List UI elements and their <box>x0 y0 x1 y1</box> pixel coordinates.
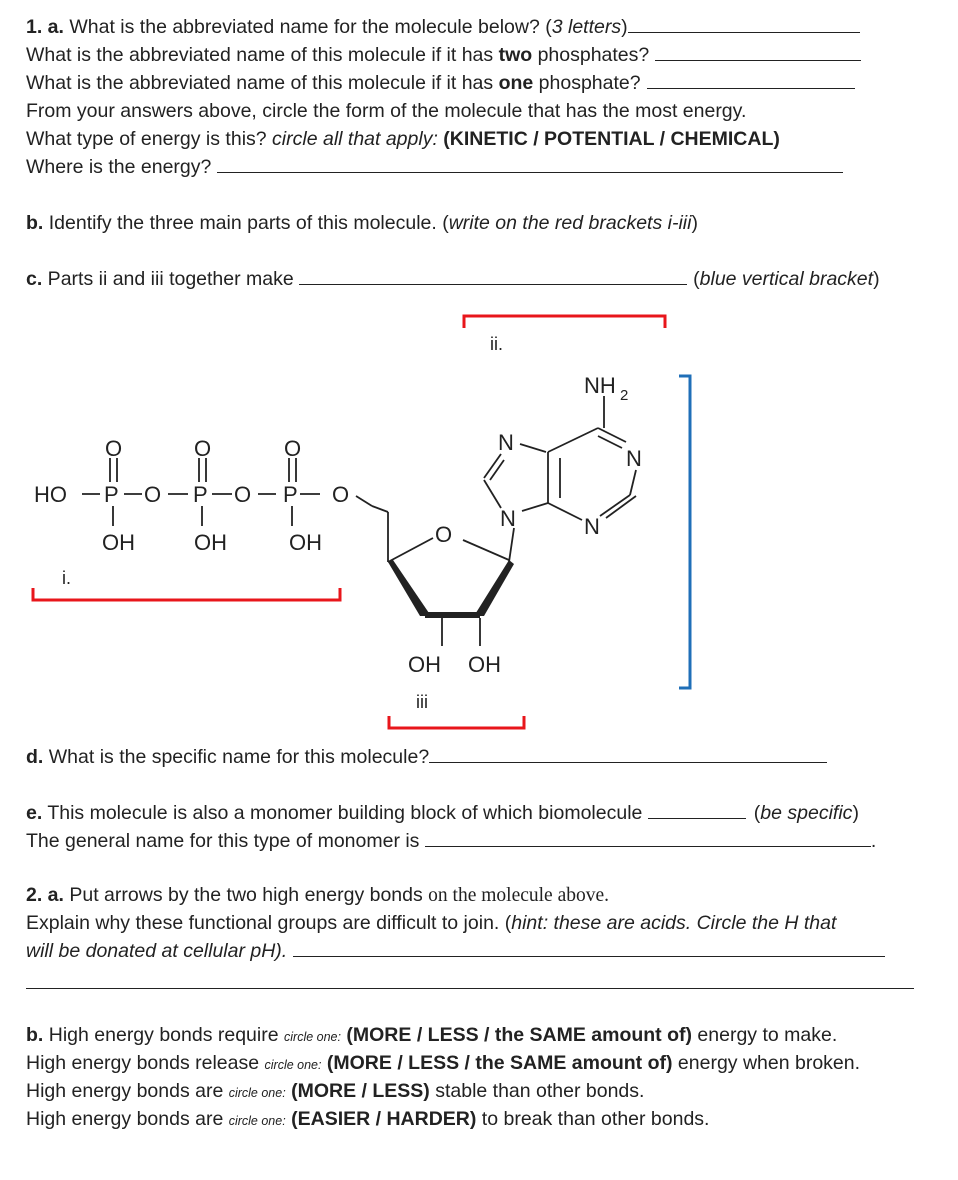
q1a3-bold: one <box>498 72 534 94</box>
bracket-ii[interactable] <box>464 316 665 328</box>
oxygen-label: O <box>144 482 162 507</box>
hydroxyl-label: OH <box>289 530 322 555</box>
bond <box>522 503 548 511</box>
q2b-number: b. <box>26 1024 44 1046</box>
q1d-line <box>26 744 827 770</box>
atp-molecule-diagram <box>0 300 958 740</box>
q2b4-text: High energy bonds are <box>26 1108 229 1130</box>
q2b3-text: High energy bonds are <box>26 1080 229 1102</box>
oxygen-label: O <box>284 436 302 461</box>
bond <box>548 428 598 452</box>
q2b-line3 <box>26 1078 644 1106</box>
label-iii: iii <box>416 692 428 712</box>
q2b4-end: to break than other bonds. <box>476 1108 710 1130</box>
bond <box>630 470 636 495</box>
bond <box>600 495 630 516</box>
bond <box>484 454 501 478</box>
answer-blank-two-phosphates[interactable] <box>655 42 861 61</box>
bond <box>520 444 546 452</box>
bond <box>372 506 388 512</box>
q2b-line4 <box>26 1106 709 1134</box>
q1a-line1 <box>26 14 860 40</box>
oxygen-label: O <box>234 482 252 507</box>
answer-blank-biomolecule[interactable] <box>648 800 746 819</box>
hydroxyl-label: OH <box>468 652 501 677</box>
q2a-text: Put arrows by the two high energy bonds <box>63 884 429 906</box>
q2b-line1 <box>26 1022 837 1050</box>
q1d-text: What is the specific name for this molecule? <box>43 746 430 768</box>
q1b-hint: write on the red brackets i-iii <box>448 212 692 234</box>
circle-one-hint: circle one: <box>228 1114 286 1128</box>
q1c-line <box>26 266 880 292</box>
amine-label: NH <box>584 373 616 398</box>
q2b3-options[interactable]: (MORE / LESS) <box>291 1080 430 1102</box>
circle-one-hint: circle one: <box>228 1086 286 1100</box>
answer-blank-parts-make[interactable] <box>299 266 687 285</box>
bond <box>484 480 501 508</box>
q1b-number: b. <box>26 212 44 234</box>
q1a3-end: phosphate? <box>533 72 641 94</box>
q1e2-text: The general name for this type of monomer is <box>26 830 425 852</box>
q2b-line2 <box>26 1050 860 1078</box>
answer-blank-specific-name[interactable] <box>429 744 827 763</box>
bond <box>490 460 504 480</box>
q1c-number: c. <box>26 268 43 290</box>
circle-one-hint: circle one: <box>264 1058 322 1072</box>
hydroxyl-label: OH <box>408 652 441 677</box>
q1a-line5 <box>26 126 780 152</box>
bond <box>509 528 514 562</box>
bond <box>388 538 433 562</box>
q2b2-end: energy when broken. <box>672 1052 861 1074</box>
q1a-number: 1. a. <box>26 16 64 38</box>
q2a-line3 <box>26 938 885 964</box>
bond <box>598 428 626 442</box>
q1e-line2: The general name for this type of monomer is . <box>26 830 877 852</box>
q2a2-hint: hint: these are acids. Circle the H that <box>511 912 837 934</box>
answer-blank-explain-continued[interactable] <box>26 988 914 989</box>
ho-label: HO <box>34 482 67 507</box>
q1e-hint: be specific <box>760 802 853 824</box>
q1b-line <box>26 210 698 236</box>
phosphorus-label: P <box>193 482 208 507</box>
q1a2-bold: two <box>498 44 533 66</box>
q1a5-hint: circle all that apply: <box>272 128 438 150</box>
circle-one-hint: circle one: <box>284 1030 341 1044</box>
hydroxyl-label: OH <box>102 530 135 555</box>
q2b1-text: High energy bonds require <box>43 1024 284 1046</box>
q2b1-end: energy to make. <box>692 1024 838 1046</box>
answer-blank-explain[interactable] <box>293 938 885 957</box>
label-i: i. <box>62 568 71 588</box>
nitrogen-label: N <box>584 514 600 539</box>
bond <box>463 540 509 560</box>
q1e-line1 <box>26 800 859 826</box>
q2a2-text: Explain why these functional groups are difficult to join. ( <box>26 912 512 934</box>
ring-oxygen-label: O <box>435 522 453 547</box>
q1c-hint-open: ( <box>693 268 700 290</box>
q2a-number: 2. a. <box>26 884 64 906</box>
answer-blank-abbrev[interactable] <box>628 14 860 33</box>
q1a5-text: What type of energy is this? <box>26 128 273 150</box>
nitrogen-label: N <box>500 506 516 531</box>
oxygen-label: O <box>105 436 123 461</box>
q2b2-options[interactable]: (MORE / LESS / the SAME amount of) <box>326 1052 673 1074</box>
q2b2-text: High energy bonds release <box>26 1052 265 1074</box>
q1e-hint-open: ( <box>753 802 761 824</box>
bracket-i[interactable] <box>33 588 340 600</box>
oxygen-label: O <box>194 436 212 461</box>
q1c-text: Parts ii and iii together make <box>42 268 300 290</box>
q1e-text: This molecule is also a monomer building block of which biomolecule <box>42 802 648 824</box>
answer-blank-monomer-name[interactable] <box>425 828 871 847</box>
amine-subscript: 2 <box>620 387 629 404</box>
q1a3-text: What is the abbreviated name of this molecule if it has <box>26 72 499 94</box>
answer-blank-one-phosphate[interactable] <box>647 70 855 89</box>
q1c-hint-close: ) <box>873 268 880 290</box>
q1b-text: Identify the three main parts of this molecule. ( <box>43 212 449 234</box>
q2a-line2 <box>26 910 836 936</box>
phosphorus-label: P <box>283 482 298 507</box>
q1b-close: ) <box>691 212 698 234</box>
q1a-line4: From your answers above, circle the form of the molecule that has the most energy. <box>26 100 747 122</box>
bond <box>356 496 372 506</box>
q1a-line2 <box>26 42 861 68</box>
q1c-hint: blue vertical bracket <box>699 268 874 290</box>
q1a-hint: 3 letters <box>551 16 622 38</box>
q1a-line3 <box>26 70 855 96</box>
q1a6-text: Where is the energy? <box>26 156 212 178</box>
q1d-number: d. <box>26 746 44 768</box>
answer-blank-where-energy[interactable] <box>217 154 843 173</box>
oxygen-label: O <box>332 482 350 507</box>
q1e-number: e. <box>26 802 43 824</box>
q1e-hint-close: ) <box>852 802 859 824</box>
bond <box>606 496 636 518</box>
q2a-line1 <box>26 882 609 909</box>
q1a-close: ) <box>621 16 628 38</box>
label-ii: ii. <box>490 334 503 354</box>
q2a-serif-text: on the molecule above. <box>428 885 610 906</box>
q1a-line6 <box>26 154 843 180</box>
hydroxyl-label: OH <box>194 530 227 555</box>
wedge-bond <box>474 560 514 616</box>
phosphorus-label: P <box>104 482 119 507</box>
q2a3-hint: will be donated at cellular pH). <box>26 940 288 962</box>
q1a2-text: What is the abbreviated name of this molecule if it has <box>26 44 499 66</box>
nitrogen-label: N <box>498 430 514 455</box>
bracket-blue-vertical[interactable] <box>679 376 690 688</box>
energy-type-options[interactable]: (KINETIC / POTENTIAL / CHEMICAL) <box>443 128 780 150</box>
wedge-bond <box>388 560 431 616</box>
bond <box>548 503 582 520</box>
bracket-iii[interactable] <box>389 716 524 728</box>
q2b4-options[interactable]: (EASIER / HARDER) <box>291 1108 477 1130</box>
q2b1-options[interactable]: (MORE / LESS / the SAME amount of) <box>346 1024 692 1046</box>
nitrogen-label: N <box>626 446 642 471</box>
q1a-text: What is the abbreviated name for the molecule below? ( <box>63 16 552 38</box>
q2b3-end: stable than other bonds. <box>429 1080 645 1102</box>
q1a2-end: phosphates? <box>532 44 650 66</box>
